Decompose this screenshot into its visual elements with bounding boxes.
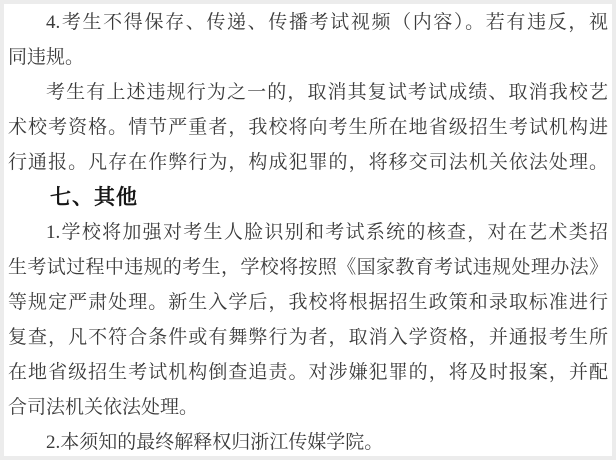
- text-line: 考生有上述违规行为之一的，取消其复试考试成绩、取消我校艺: [46, 82, 608, 103]
- section-heading: 七、其他: [50, 186, 138, 209]
- text-line: 在地省级招生考试机构倒查追责。对涉嫌犯罪的，将及时报案，并配: [8, 362, 608, 383]
- text-line: 等规定严肃处理。新生入学后，我校将根据招生政策和录取标准进行: [8, 292, 608, 313]
- text-line: 同违规。: [8, 47, 85, 68]
- text-line: 行通报。凡存在作弊行为，构成犯罪的，将移交司法机关依法处理。: [8, 152, 608, 173]
- text-line: 术校考资格。情节严重者，我校将向考生所在地省级招生考试机构进: [8, 117, 608, 138]
- text-line: 生考试过程中违规的考生，学校将按照《国家教育考试违规处理办法》: [8, 257, 608, 278]
- text-line: 合司法机关依法处理。: [8, 397, 199, 418]
- text-line: 1.学校将加强对考生人脸识别和考试系统的核查，对在艺术类招: [46, 222, 608, 243]
- text-line: 2.本须知的最终解释权归浙江传媒学院。: [46, 432, 384, 453]
- text-line: 4.考生不得保存、传递、传播考试视频（内容）。若有违反，视: [46, 12, 608, 33]
- text-line: 复查，凡不符合条件或有舞弊行为者，取消入学资格，并通报考生所: [8, 327, 608, 348]
